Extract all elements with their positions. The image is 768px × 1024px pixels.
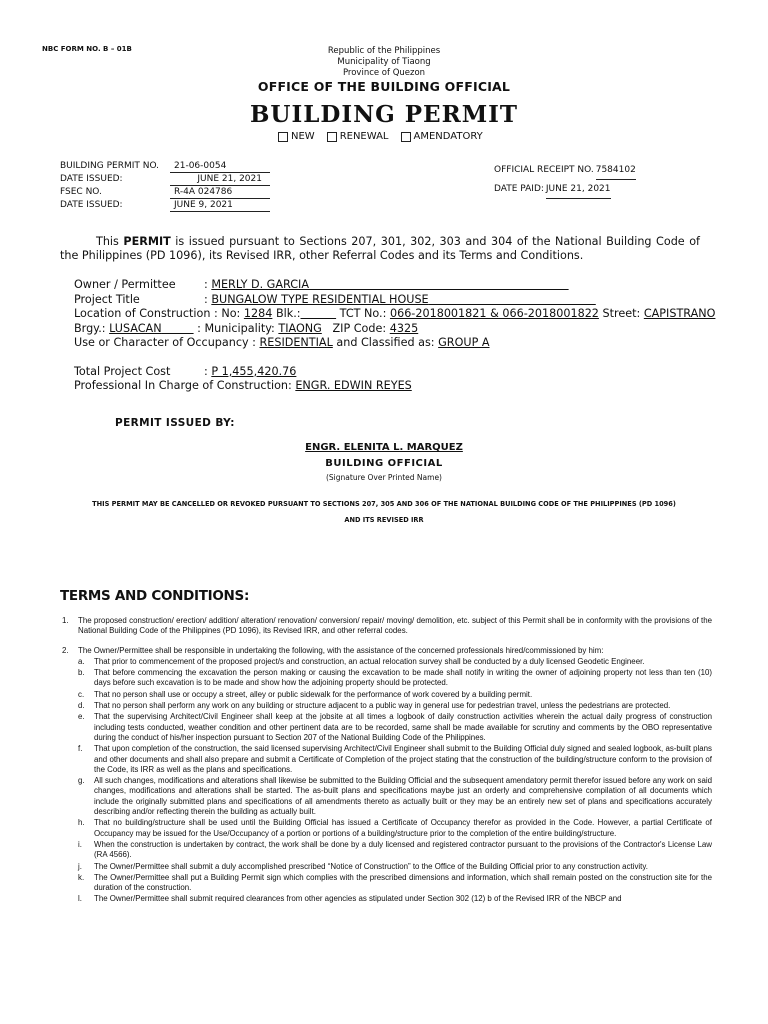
sub-text: All such changes, modifications and alterations shall likewise be submitted to the Building Official and the subsequent amendatory permit therefor issued before any work on said changes, modifications and alterations shall be started. The as-built plans and specifications maybe just an orderly and comprehensive compilation of all documents which include the originally submitted plans and specifications of all amendments thereto as actually built or they may be an entirely new set of plans and specifications accurately describing and/or reflecting therein the building as actually built. — [94, 776, 712, 817]
detail-row-location — [74, 307, 715, 322]
detail-label: Total Project Cost — [74, 364, 171, 378]
project-cost-value: P 1,455,420.76 — [211, 364, 297, 378]
colon: : — [252, 336, 260, 349]
underline-fill — [162, 322, 194, 337]
detail-label: Street: — [602, 307, 641, 320]
terms-list — [62, 616, 712, 914]
sub-letter: l. — [78, 894, 82, 904]
sub-text: The Owner/Permittee shall put a Building Permit sign which complies with the prescribed dimensions and information, which shall remain posted on the construction site for the duration of the construction. — [94, 872, 712, 893]
meta-label: BUILDING PERMIT NO. — [60, 161, 160, 171]
meta-row — [60, 186, 270, 199]
date-paid: JUNE 21, 2021 — [546, 180, 611, 199]
detail-row-professional — [74, 379, 715, 394]
sub-text: That no person shall perform any work on any building or structure adjacent to a public way in general use for pedestrian travel, unless the pedestrians are protected. — [94, 701, 671, 711]
sub-text: That the supervising Architect/Civil Engineer shall keep at the jobsite at all times a logbook of daily construction activities wherein the actual daily progress of construction including tests conducted, weather condition and other pertinent data are to be recorded, same shall be made available for scrutiny and comments by the OBO representative during the conduct of his/her inspection pursuant to Section 207 of the National Building Code of the Philippines. — [94, 712, 712, 742]
statement-bold: PERMIT — [123, 235, 171, 248]
detail-label: Project Title — [74, 292, 140, 306]
detail-label: Use or Character of Occupancy — [74, 336, 249, 349]
tct-number-value: 066-2018001821 & 066-2018001822 — [389, 307, 599, 320]
term-body — [78, 646, 712, 905]
permit-type-amendatory[interactable] — [401, 131, 483, 142]
zip-code-value: 4325 — [389, 321, 419, 335]
owner-value: MERLY D. GARCIA — [211, 278, 309, 291]
permit-issued-by-label: PERMIT ISSUED BY: — [115, 417, 235, 429]
term-text: The proposed construction/ erection/ addition/ alteration/ renovation/ conversion/ repair/ moving/ demolition, etc. subject of this Permit shall be in conformity with the provisions of the National Building Code of the Philippines (PD 1096), its Revised IRR, and other referral codes. — [78, 616, 712, 636]
detail-label: Brgy.: — [74, 321, 106, 335]
detail-label: and Classified as: — [336, 336, 435, 349]
revocation-warning — [0, 496, 768, 528]
detail-label: Blk.: — [275, 307, 301, 320]
detail-label: Professional In Charge of Construction: — [74, 379, 292, 392]
meta-label: FSEC NO. — [60, 187, 102, 197]
project-details — [74, 278, 715, 394]
sub-item — [78, 690, 712, 700]
sub-letter: c. — [78, 689, 85, 699]
professional-value: ENGR. EDWIN REYES — [295, 379, 412, 392]
sub-letter: d. — [78, 701, 85, 711]
signature-note: (Signature Over Printed Name) — [326, 473, 442, 482]
occupancy-value: RESIDENTIAL — [259, 336, 333, 349]
meta-label: OFFICIAL RECEIPT NO. — [494, 165, 594, 175]
classification-value: GROUP A — [438, 336, 490, 349]
colon: : — [204, 364, 212, 378]
sub-text: That upon completion of the construction, the said licensed supervising Architect/Civil Engineer shall submit to the Building Official duly signed and sealed logbook, as-built plans and other documents and shall also prepare and submit a Certificate of Completion of the project stating that the construction of the building/structure conform to the provision of the Code, its IRR as well as the plans and specifications. — [94, 744, 712, 774]
sub-text: That before commencing the excavation the person making or causing the excavation to be made shall notify in writing the owner of adjoining property not less than ten (10) days before such excavation is to be made and show how the adjoining property should be protected. — [94, 668, 712, 688]
underline-fill — [309, 278, 569, 293]
meta-label: DATE PAID: — [494, 184, 544, 194]
terms-heading: TERMS AND CONDITIONS: — [60, 588, 250, 604]
underline-fill — [429, 293, 596, 308]
sub-text: That prior to commencement of the proposed project/s and construction, an actual relocation survey shall be conducted by a duly licensed Geodetic Engineer. — [94, 656, 645, 666]
official-receipt-number: 7584102 — [596, 161, 636, 180]
barangay-value: LUSACAN — [109, 321, 162, 335]
fsec-date-issued: JUNE 9, 2021 — [170, 199, 270, 212]
permit-meta-right — [494, 161, 636, 199]
permit-type-new[interactable] — [278, 131, 315, 142]
sub-item — [78, 862, 712, 872]
sub-text: The Owner/Permittee shall submit required clearances from other agencies as stipulated under Section 302 (12) b of the Revised IRR of the NBCP and — [94, 894, 622, 904]
permit-meta-left — [60, 160, 270, 212]
meta-row — [494, 180, 636, 199]
permit-number: 21-06-0054 — [170, 160, 270, 173]
detail-row-address — [74, 322, 715, 337]
sub-letter: h. — [78, 818, 85, 828]
detail-label: : No: — [214, 307, 241, 320]
statement-text: is issued pursuant to Sections 207, 301, 302, 303 and 304 of the National Building Code of the Philippines (PD 1096), its Revised IRR, other Referral Codes and its Terms and Conditions. — [60, 235, 700, 262]
sub-item — [78, 894, 712, 904]
detail-row-owner — [74, 278, 715, 293]
warning-line: AND ITS REVISED IRR — [344, 516, 424, 524]
sub-letter: j. — [78, 861, 82, 871]
term-item — [62, 616, 712, 637]
project-title-value: BUNGALOW TYPE RESIDENTIAL HOUSE — [211, 292, 429, 306]
republic-line: Republic of the Philippines — [327, 46, 441, 56]
sub-text: That no person shall use or occupy a street, alley or public sidewalk for the performance of work covered by a building permit. — [94, 689, 533, 699]
document-title: BUILDING PERMIT — [249, 101, 519, 128]
meta-row — [60, 199, 270, 212]
sub-letter: k. — [78, 872, 85, 882]
date-issued: JUNE 21, 2021 — [170, 173, 270, 186]
fsec-number: R-4A 024786 — [170, 186, 270, 199]
sub-text: The Owner/Permittee shall submit a duly accomplished prescribed “Notice of Construction” to the Office of the Building Official prior to any construction activity. — [94, 861, 648, 871]
sub-item — [78, 668, 712, 689]
street-value: CAPISTRANO — [643, 307, 716, 320]
detail-row-use — [74, 336, 715, 351]
meta-row — [60, 160, 270, 173]
sub-letter: a. — [78, 656, 85, 666]
signatory-name: ENGR. ELENITA L. MARQUEZ — [305, 442, 463, 453]
permit-statement — [60, 235, 700, 263]
meta-label: DATE ISSUED: — [60, 174, 123, 184]
sub-text: When the construction is undertaken by contract, the work shall be done by a duly licensed and registered contractor pursuant to the provisions of the Contractor's License Law (RA 4566). — [94, 839, 712, 860]
meta-label: DATE ISSUED: — [60, 200, 123, 210]
header-block — [0, 46, 768, 79]
checkbox-icon[interactable] — [278, 132, 288, 142]
permit-type-label: AMENDATORY — [413, 131, 483, 142]
statement-text: This — [96, 235, 124, 248]
detail-label: Location of Construction — [74, 307, 211, 320]
underline-fill — [301, 307, 337, 322]
detail-label: ZIP Code: — [332, 321, 387, 335]
meta-row — [60, 173, 270, 186]
permit-type-renewal[interactable] — [327, 131, 389, 142]
municipality-line: Municipality of Tiaong — [337, 57, 431, 67]
sub-text: That no building/structure shall be used until the Building Official has issued a Certificate of Occupancy therefor as provided in the Code. However, a partial Certificate of Occupancy may be issued for the Use/Occupancy of a portion or portions of a building/structure prior to the completion of the entire building/structure. — [94, 818, 712, 838]
permit-type-label: NEW — [291, 131, 315, 142]
sub-letter: g. — [78, 776, 85, 786]
lot-number-value: 1284 — [243, 307, 273, 320]
checkbox-icon[interactable] — [401, 132, 411, 142]
term-number: 1. — [62, 616, 69, 625]
sub-item — [78, 744, 712, 775]
term-number: 2. — [62, 645, 69, 655]
permit-type-options — [278, 131, 483, 142]
province-line: Province of Quezon — [342, 68, 426, 78]
signatory-title: BUILDING OFFICIAL — [325, 458, 443, 469]
sub-letter: e. — [78, 712, 85, 722]
sub-item — [78, 776, 712, 817]
warning-line: THIS PERMIT MAY BE CANCELLED OR REVOKED PURSUANT TO SECTIONS 207, 305 AND 306 OF THE NATIONAL BUILDING CODE OF THE PHILIPPINES (PD 1096) — [92, 500, 676, 508]
sub-letter: f. — [78, 744, 83, 754]
colon: : — [204, 278, 212, 291]
detail-label: TCT No.: — [339, 307, 387, 320]
sub-item — [78, 840, 712, 861]
sub-item — [78, 712, 712, 743]
detail-label: : Municipality: — [197, 321, 275, 335]
term-text: The Owner/Permittee shall be responsible in undertaking the following, with the assistance of the concerned professionals hired/commissioned by him: — [78, 645, 604, 655]
detail-row-project — [74, 293, 715, 308]
sub-item — [78, 818, 712, 839]
checkbox-icon[interactable] — [327, 132, 337, 142]
sub-letter: b. — [78, 668, 85, 678]
form-number: NBC FORM NO. B – 01B — [42, 45, 132, 53]
detail-row-cost — [74, 365, 715, 380]
sub-letter: i. — [78, 839, 82, 849]
meta-row — [494, 161, 636, 180]
office-title: OFFICE OF THE BUILDING OFFICIAL — [257, 79, 511, 94]
term-item — [62, 646, 712, 905]
sub-item — [78, 657, 712, 667]
permit-type-label: RENEWAL — [339, 131, 389, 142]
detail-label: Owner / Permittee — [74, 278, 176, 291]
sub-item — [78, 873, 712, 894]
colon: : — [204, 292, 212, 306]
municipality-value: TIAONG — [278, 321, 322, 335]
sub-item — [78, 701, 712, 711]
